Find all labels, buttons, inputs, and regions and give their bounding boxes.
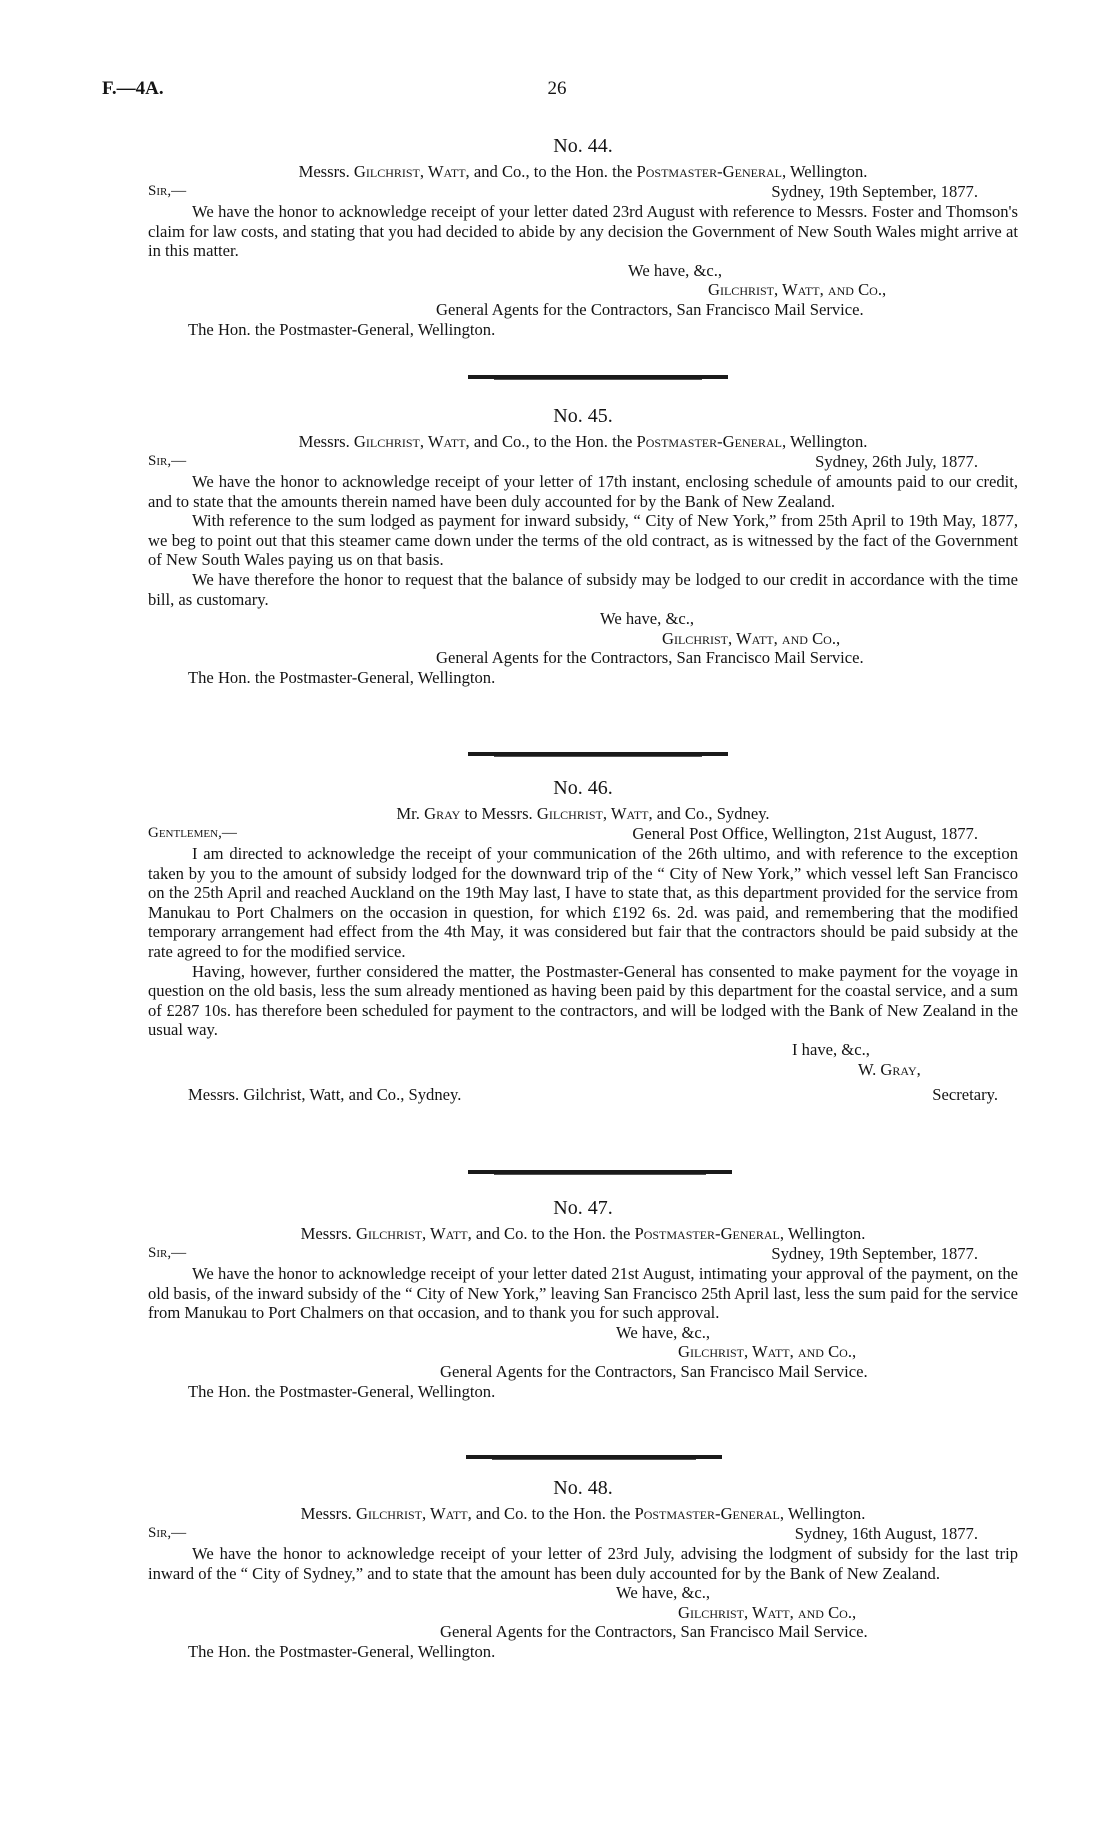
letter-45: [148, 404, 1018, 688]
letter-number: No. 44.: [553, 135, 613, 157]
signatory-title: General Agents for the Contractors, San Francisco Mail Service.: [440, 1361, 868, 1381]
letter-body: [148, 1544, 1018, 1583]
section-divider: [468, 1170, 732, 1174]
page-header: [0, 78, 1114, 108]
letter-47: [148, 1196, 1018, 1401]
letter-heading: Messrs. Gilchrist, Watt, and Co. to the Hon. the Postmaster-General, Wellington.: [300, 1224, 866, 1243]
salutation: Gentlemen,—: [148, 825, 237, 841]
section-divider: [468, 752, 728, 756]
paragraph: I am directed to acknowledge the receipt of your communication of the 26th ultimo, and with reference to the exception taken by you to the amount of subsidy lodged for the downward trip of the “ City of New York,” which vessel left San Francisco on the 25th April and reached Auckland on the 19th May last, I have to state that, as this department provided for the service from Manukau to Port Chalmers on the occasion in question, for which £192 6s. 2d. was paid, and remembering that the modified temporary arrangement had effect from the 4th May, it was considered but fair that the contractors should be paid subsidy at the rate agreed to for the modified service.: [148, 844, 1018, 961]
closing: We have, &c.,: [616, 1583, 711, 1603]
letter-body: [148, 844, 1018, 1040]
page-number: 26: [547, 78, 567, 99]
paragraph: With reference to the sum lodged as payment for inward subsidy, “ City of New York,” from 25th April to 19th May, 1877, we beg to point out that this steamer came down under the terms of the old contract, as is witnessed by the fact of the Government of New South Wales paying us on that basis.: [148, 511, 1018, 570]
section-divider: [468, 375, 728, 379]
closing: We have, &c.,: [600, 609, 695, 629]
document-reference: F.—4A.: [102, 78, 164, 99]
closing: I have, &c.,: [792, 1039, 870, 1059]
signatory-title: General Agents for the Contractors, San Francisco Mail Service.: [436, 299, 864, 319]
section-divider: [466, 1455, 722, 1459]
paragraph: We have the honor to acknowledge receipt of your letter of 17th instant, enclosing schedule of amounts paid to our credit, and to state that the amounts therein named have been duly accounted for by the Bank of New Zealand.: [148, 472, 1018, 511]
closing: We have, &c.,: [616, 1322, 711, 1342]
date-line: Sydney, 19th September, 1877.: [771, 1244, 978, 1263]
signatory: Gilchrist, Watt, and Co.,: [708, 280, 887, 300]
letter-body: [148, 1264, 1018, 1323]
paragraph: We have the honor to acknowledge receipt of your letter dated 23rd August with reference to Messrs. Foster and Thomson's claim for law costs, and stating that you had decided to abide by any decision the Government of New South Wales might arrive at in this matter.: [148, 202, 1018, 261]
paragraph: We have the honor to acknowledge receipt of your letter of 23rd July, advising the lodgment of subsidy for the last trip inward of the “ City of Sydney,” and to state that the amount has been duly accounted for by the Bank of New Zealand.: [148, 1544, 1018, 1583]
date-line: Sydney, 19th September, 1877.: [771, 182, 978, 201]
addressee: The Hon. the Postmaster-General, Wellington.: [188, 319, 496, 339]
letter-number: No. 48.: [553, 1477, 613, 1499]
letter-heading: Messrs. Gilchrist, Watt, and Co., to the Hon. the Postmaster-General, Wellington.: [298, 432, 868, 451]
signatory-title: General Agents for the Contractors, San Francisco Mail Service.: [436, 648, 864, 668]
signatory: Gilchrist, Watt, and Co.,: [662, 628, 841, 648]
letter-heading: Messrs. Gilchrist, Watt, and Co., to the Hon. the Postmaster-General, Wellington.: [298, 162, 868, 181]
addressee: The Hon. the Postmaster-General, Wellington.: [188, 1641, 496, 1661]
signatory-title: General Agents for the Contractors, San Francisco Mail Service.: [440, 1622, 868, 1642]
letter-body: [148, 472, 1018, 609]
salutation: Sir,—: [148, 453, 187, 469]
salutation: Sir,—: [148, 1245, 187, 1261]
addressee: Messrs. Gilchrist, Watt, and Co., Sydney.: [188, 1085, 462, 1105]
addressee: The Hon. the Postmaster-General, Wellington.: [188, 667, 496, 687]
date-line: Sydney, 26th July, 1877.: [815, 452, 978, 471]
letter-heading: Mr. Gray to Messrs. Gilchrist, Watt, and Co., Sydney.: [396, 804, 770, 823]
letter-heading: Messrs. Gilchrist, Watt, and Co. to the Hon. the Postmaster-General, Wellington.: [300, 1504, 866, 1523]
letter-48: [148, 1476, 1018, 1662]
letter-number: No. 47.: [553, 1197, 613, 1219]
letter-number: No. 46.: [553, 777, 613, 799]
signatory-title: Secretary.: [932, 1085, 998, 1105]
salutation: Sir,—: [148, 1525, 187, 1541]
letter-44: [148, 134, 1018, 339]
signatory: W. Gray,: [858, 1059, 921, 1079]
letter-number: No. 45.: [553, 405, 613, 427]
paragraph: Having, however, further considered the matter, the Postmaster-General has consented to make payment for the voyage in question on the old basis, less the sum already mentioned as having been paid by this department for the coastal service, and a sum of £287 10s. has therefore been scheduled for payment to the contractors, and will be lodged with the Bank of New Zealand in the usual way.: [148, 961, 1018, 1040]
closing: We have, &c.,: [628, 260, 723, 280]
date-line: Sydney, 16th August, 1877.: [794, 1524, 978, 1543]
paragraph: We have therefore the honor to request that the balance of subsidy may be lodged to our credit in accordance with the time bill, as customary.: [148, 569, 1018, 609]
letter-body: [148, 202, 1018, 261]
letter-46: [148, 776, 1018, 1105]
addressee: The Hon. the Postmaster-General, Wellington.: [188, 1381, 496, 1401]
signatory: Gilchrist, Watt, and Co.,: [678, 1342, 857, 1362]
signatory: Gilchrist, Watt, and Co.,: [678, 1602, 857, 1622]
salutation: Sir,—: [148, 183, 187, 199]
paragraph: We have the honor to acknowledge receipt of your letter dated 21st August, intimating your approval of the payment, on the old basis, of the inward subsidy of the “ City of New York,” leaving San Francisco 25th April last, less the sum paid for the service from Manukau to Port Chalmers on that occasion, and to thank you for such approval.: [148, 1264, 1018, 1323]
date-line: General Post Office, Wellington, 21st August, 1877.: [632, 824, 978, 843]
